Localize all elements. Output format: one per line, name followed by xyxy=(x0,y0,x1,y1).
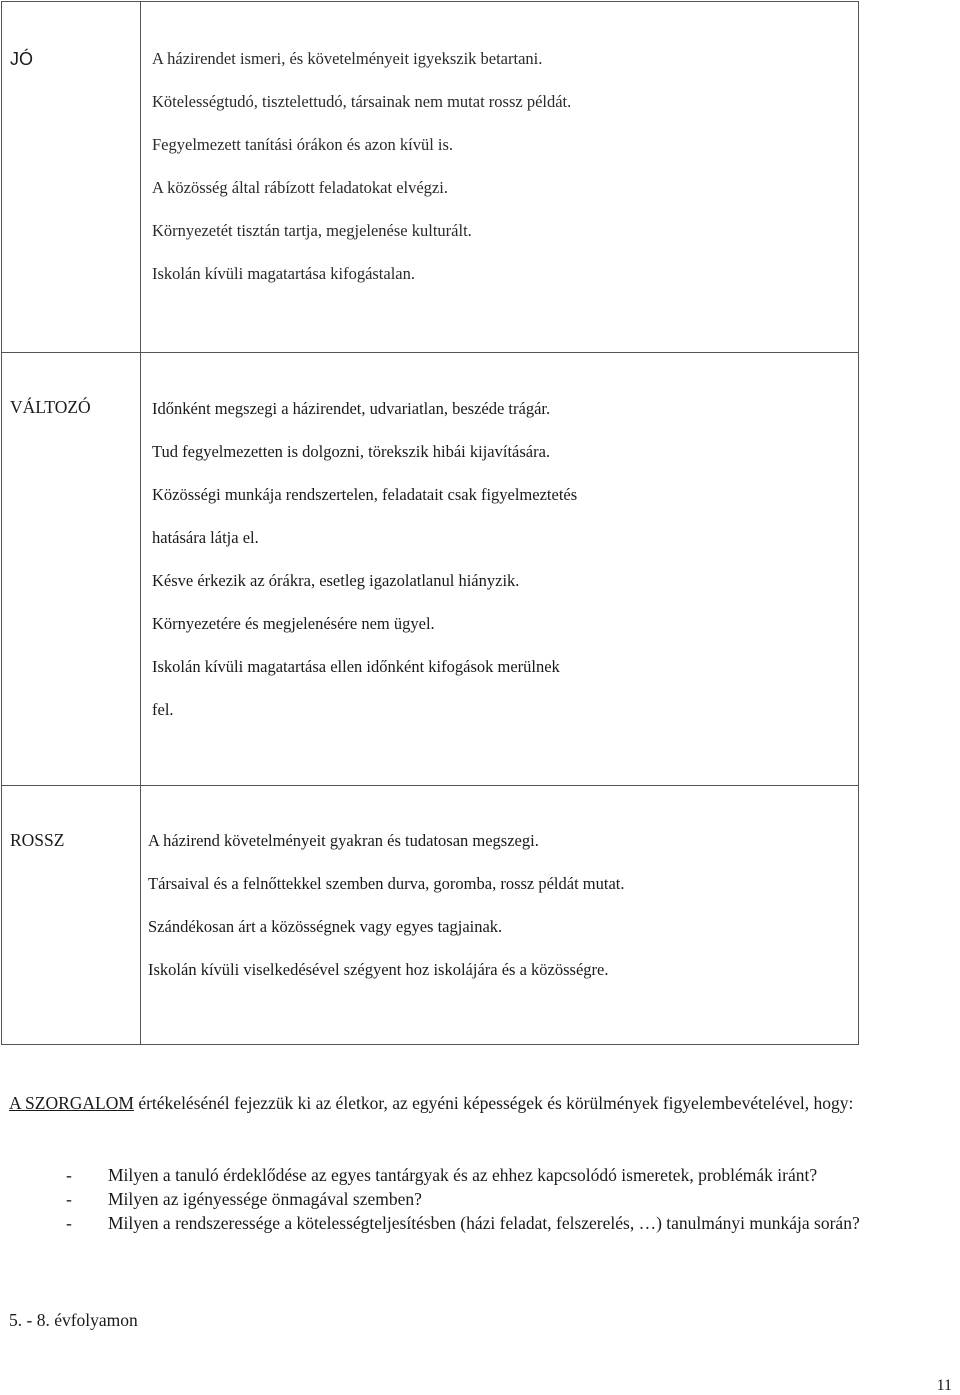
description-line: Környezetére és megjelenésére nem ügyel. xyxy=(152,614,435,633)
grade-description xyxy=(141,2,858,307)
diligence-questions xyxy=(66,1163,958,1235)
description-line: Időnként megszegi a házirendet, udvariatlan, beszéde trágár. xyxy=(152,399,551,418)
grade-label-cell xyxy=(2,2,141,353)
grade-row-valtozo xyxy=(2,353,859,786)
question-text: Milyen a rendszeressége a kötelességteljesítésben (házi feladat, felszerelés, …) tanulmányi munkája során? xyxy=(108,1213,860,1233)
description-line: Iskolán kívüli magatartása ellen időnként kifogások merülnek xyxy=(152,657,560,676)
dash-bullet: - xyxy=(66,1165,72,1185)
description-line: Környezetét tisztán tartja, megjelenése kulturált. xyxy=(152,221,472,240)
grade-description-cell xyxy=(141,2,859,353)
question-text: Milyen a tanuló érdeklődése az egyes tantárgyak és az ehhez kapcsolódó ismeretek, problémák iránt? xyxy=(108,1165,818,1185)
grade-label-cell xyxy=(2,353,141,786)
description-line: hatására látja el. xyxy=(152,528,259,547)
description-line: Iskolán kívüli viselkedésével szégyent hoz iskolájára és a közösségre. xyxy=(148,960,609,979)
grade-label-cell xyxy=(2,786,141,1045)
question-item xyxy=(66,1163,958,1187)
diligence-intro-text: értékelésénél fejezzük ki az életkor, az egyéni képességek és körülmények figyelembevételével, hogy: xyxy=(133,1093,854,1113)
description-line: Tud fegyelmezetten is dolgozni, törekszik hibái kijavítására. xyxy=(152,442,551,461)
grade-description-cell xyxy=(141,353,859,786)
description-line: A házirendet ismeri, és követelményeit igyekszik betartani. xyxy=(152,49,543,68)
grade-level-heading: 5. - 8. évfolyamon xyxy=(9,1310,138,1330)
question-item xyxy=(66,1211,958,1235)
page-number: 11 xyxy=(936,1377,952,1394)
grade-label: ROSSZ xyxy=(10,830,65,850)
dash-bullet: - xyxy=(66,1213,72,1233)
description-line: Közösségi munkája rendszertelen, feladatait csak figyelmeztetés xyxy=(152,485,578,504)
grade-label: VÁLTOZÓ xyxy=(10,397,91,417)
diligence-heading: A SZORGALOM xyxy=(9,1093,134,1113)
description-line: Kötelességtudó, tisztelettudó, társainak nem mutat rossz példát. xyxy=(152,92,572,111)
behavior-grade-table xyxy=(1,1,859,1045)
description-line: fel. xyxy=(152,700,174,719)
description-line: A házirend követelményeit gyakran és tudatosan megszegi. xyxy=(148,831,539,850)
description-line: Iskolán kívüli magatartása kifogástalan. xyxy=(152,264,416,283)
description-line: Szándékosan árt a közösségnek vagy egyes tagjainak. xyxy=(148,917,503,936)
grade-row-jo xyxy=(2,2,859,353)
grade-row-rossz xyxy=(2,786,859,1045)
question-item xyxy=(66,1187,958,1211)
grade-description-cell xyxy=(141,786,859,1045)
grade-label: JÓ xyxy=(10,49,34,69)
diligence-intro xyxy=(9,1090,957,1116)
question-text: Milyen az igényessége önmagával szemben? xyxy=(108,1189,422,1209)
grade-description xyxy=(141,353,858,743)
description-line: Késve érkezik az órákra, esetleg igazolatlanul hiányzik. xyxy=(152,571,520,590)
description-line: Fegyelmezett tanítási órákon és azon kívül is. xyxy=(152,135,454,154)
description-line: A közösség által rábízott feladatokat elvégzi. xyxy=(152,178,448,197)
dash-bullet: - xyxy=(66,1189,72,1209)
description-line: Társaival és a felnőttekkel szemben durva, goromba, rossz példát mutat. xyxy=(148,874,625,893)
grade-description xyxy=(141,786,858,1003)
